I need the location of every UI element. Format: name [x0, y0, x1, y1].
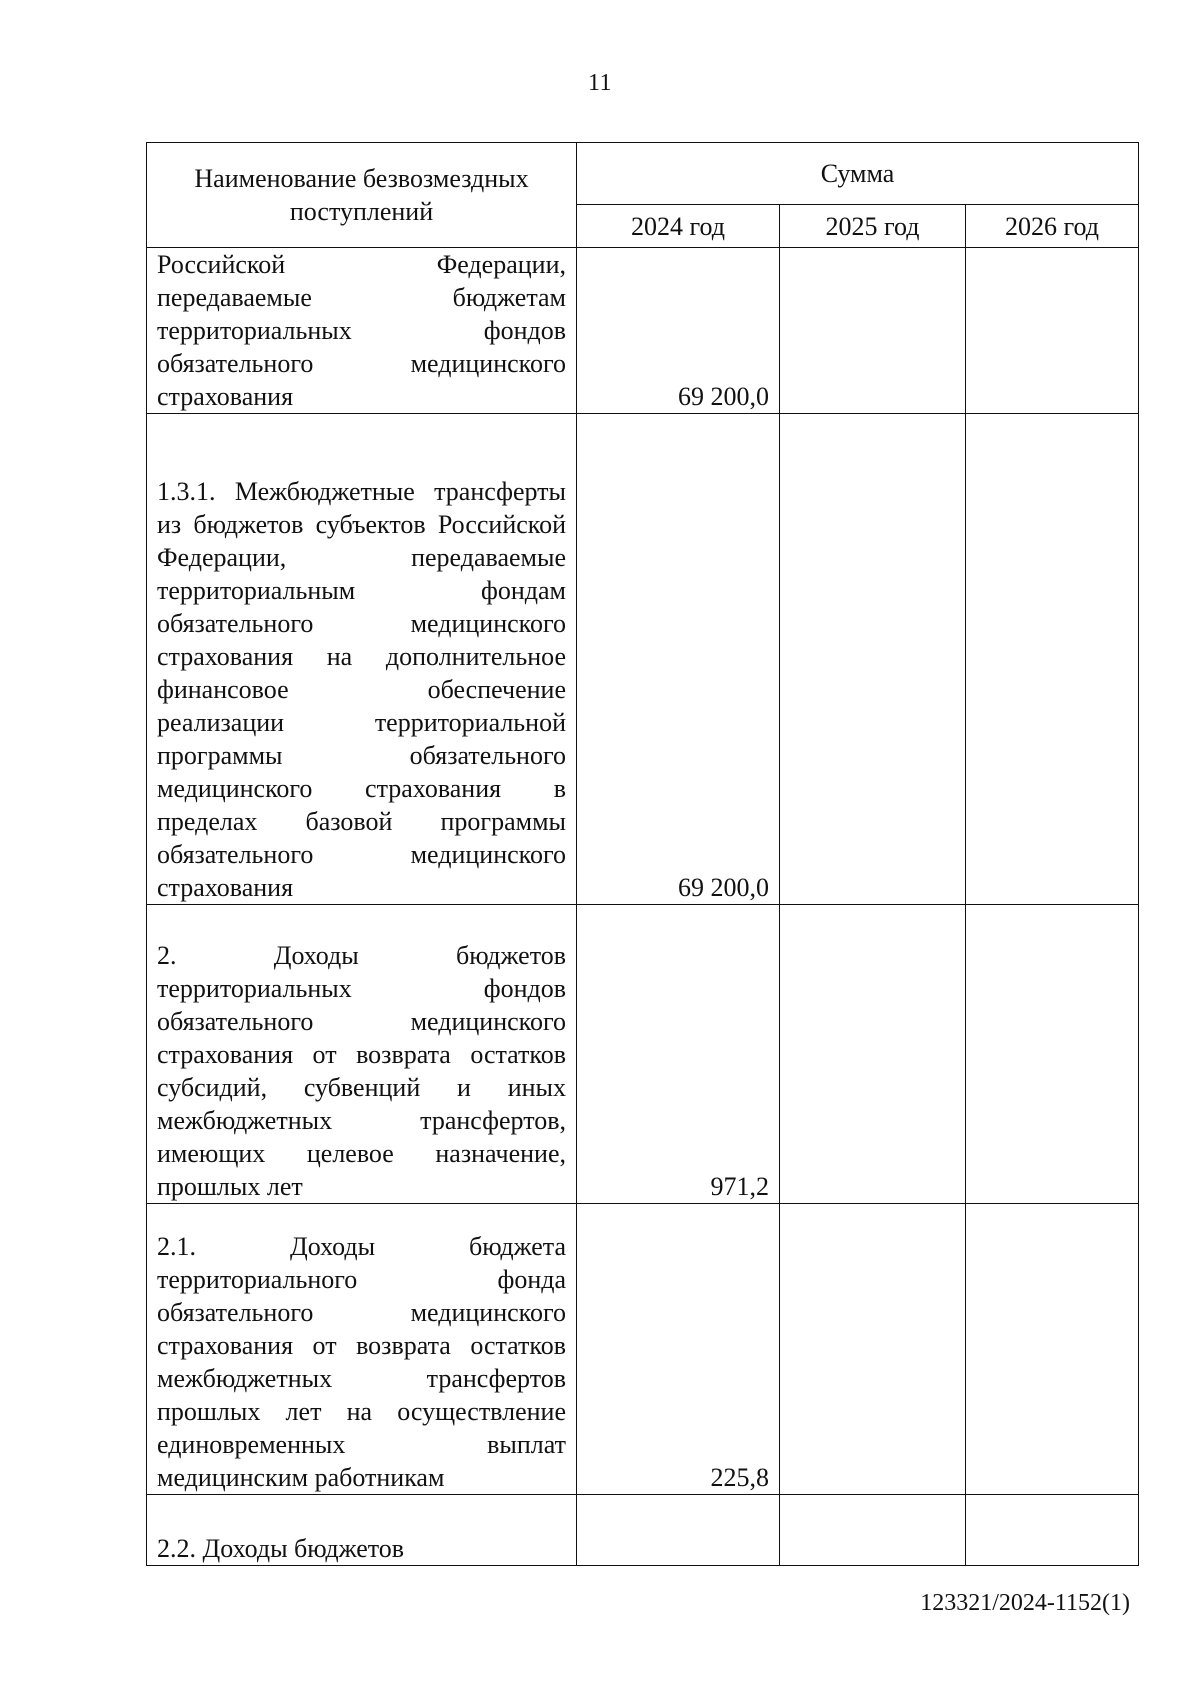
header-year-2025: 2025 год	[780, 205, 966, 248]
document-number: 123321/2024-1152(1)	[920, 1590, 1130, 1616]
row-name: 2.1. Доходы бюджета территориального фонда обязательного медицинского страхования от возврата остатков межбюджетных трансфертов прошлых лет на осуществление единовременных выплат медицинским работникам	[147, 1204, 577, 1495]
table-row	[147, 905, 1139, 1204]
row-value-2025	[780, 1204, 966, 1495]
row-value-2024: 225,8	[577, 1204, 780, 1495]
table-row	[147, 414, 1139, 905]
row-value-2025	[780, 1495, 966, 1566]
row-value-2025	[780, 248, 966, 414]
row-name: 2. Доходы бюджетов территориальных фондов обязательного медицинского страхования от возврата остатков субсидий, субвенций и иных межбюджетных трансфертов, имеющих целевое назначение, прошлых лет	[147, 905, 577, 1204]
header-sum-group: Сумма	[577, 143, 1139, 205]
header-name-column: Наименование безвозмездных поступлений	[147, 143, 577, 248]
page-number: 11	[587, 70, 613, 96]
row-value-2024: 971,2	[577, 905, 780, 1204]
table-header-row	[147, 143, 1139, 205]
budget-table	[146, 142, 1139, 1566]
table-row	[147, 248, 1139, 414]
row-value-2024: 69 200,0	[577, 414, 780, 905]
row-value-2024	[577, 1495, 780, 1566]
row-name: 1.3.1. Межбюджетные трансферты из бюджетов субъектов Российской Федерации, передаваемые территориальным фондам обязательного медицинского страхования на дополнительное финансовое обеспечение реализации территориальной программы обязательного медицинского страхования в пределах базовой программы обязательного медицинского страхования	[147, 414, 577, 905]
header-year-2024: 2024 год	[577, 205, 780, 248]
header-year-2026: 2026 год	[966, 205, 1139, 248]
row-name: Российской Федерации, передаваемые бюджетам территориальных фондов обязательного медицинского страхования	[147, 248, 577, 414]
row-value-2025	[780, 414, 966, 905]
table-row	[147, 1495, 1139, 1566]
row-value-2026	[966, 248, 1139, 414]
row-value-2026	[966, 1204, 1139, 1495]
row-value-2026	[966, 414, 1139, 905]
row-value-2024: 69 200,0	[577, 248, 780, 414]
row-name: 2.2. Доходы бюджетов	[147, 1495, 577, 1566]
table-row	[147, 1204, 1139, 1495]
row-value-2025	[780, 905, 966, 1204]
row-value-2026	[966, 1495, 1139, 1566]
row-value-2026	[966, 905, 1139, 1204]
